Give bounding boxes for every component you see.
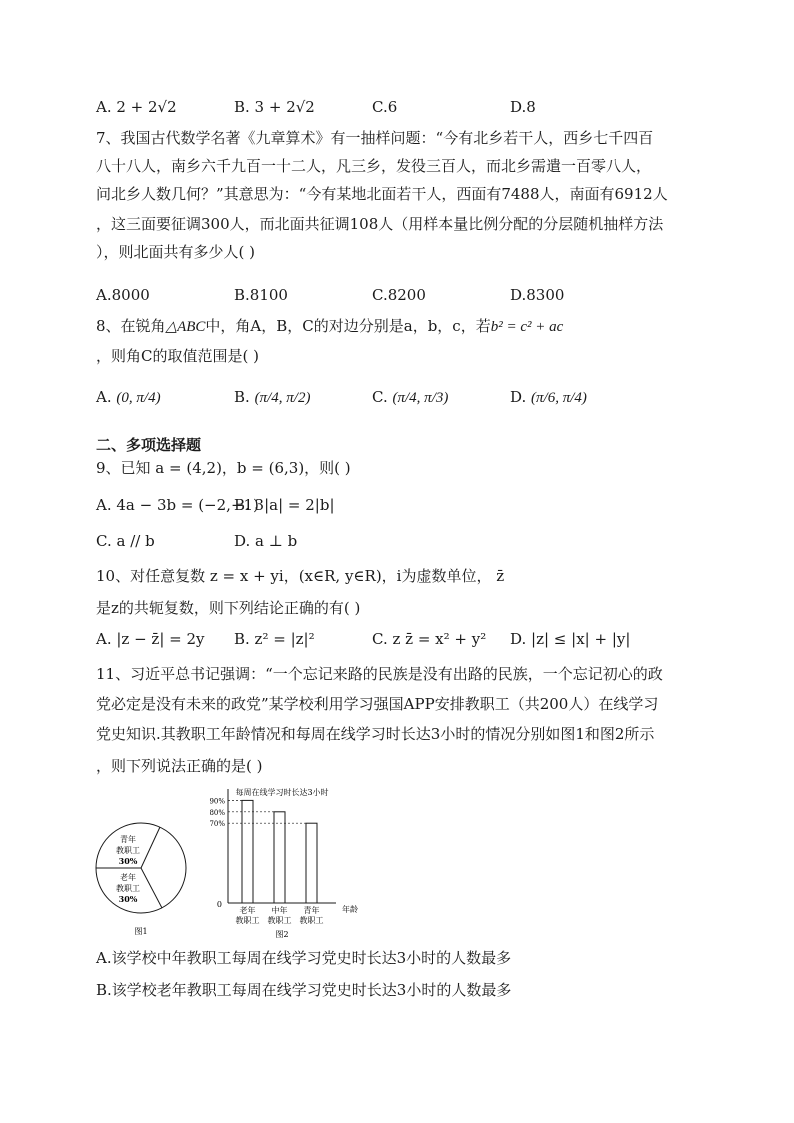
q8-option-d[interactable] xyxy=(510,386,587,409)
figure-1-pie-chart xyxy=(94,810,194,940)
q7-line-4: ，这三面要征调300人，而北面共征调108人（用样本量比例分配的分层随机抽样方法 xyxy=(96,215,664,233)
q8-prefix: 8、在锐角 xyxy=(96,317,166,335)
q8-option-c-label: C. xyxy=(372,388,388,406)
bar xyxy=(306,823,317,903)
q9-option-a[interactable]: A. 4a − 3b = (−2,−1) xyxy=(96,496,259,514)
q8-line-1 xyxy=(96,316,563,337)
q6-option-c[interactable]: C.6 xyxy=(372,98,398,116)
x-category-label: 老年 xyxy=(239,906,256,915)
pie-label-old-1: 老年 xyxy=(120,873,136,882)
q8-option-c[interactable] xyxy=(372,386,448,409)
q10-option-a[interactable]: A. |z − z̄| = 2y xyxy=(96,630,205,648)
q10-option-d[interactable]: D. |z| ≤ |x| + |y| xyxy=(510,630,631,648)
q10-option-b[interactable]: B. z² = |z|² xyxy=(234,630,315,648)
x-category-label: 青年 xyxy=(303,906,320,915)
figure-1-caption: 图1 xyxy=(134,927,148,936)
q7-option-b[interactable]: B.8100 xyxy=(234,286,288,304)
pie-label-old-2: 教职工 xyxy=(116,884,140,893)
x-category-label: 教职工 xyxy=(267,916,292,925)
q11-option-a[interactable]: A.该学校中年教职工每周在线学习党史时长达3小时的人数最多 xyxy=(96,949,512,967)
origin-label: 0 xyxy=(216,900,222,909)
y-tick-label: 70% xyxy=(209,820,225,829)
figure-2-caption: 图2 xyxy=(275,930,289,939)
y-tick-label: 80% xyxy=(209,808,225,817)
pie-label-youth-1: 青年 xyxy=(120,835,136,844)
q11-line-1: 11、习近平总书记强调：“一个忘记来路的民族是没有出路的民族，一个忘记初心的政 xyxy=(96,665,663,683)
q7-line-5: ），则北面共有多少人( ) xyxy=(96,243,255,261)
q9-option-b[interactable]: B. 3|a| = 2|b| xyxy=(234,496,335,514)
y-tick-label: 90% xyxy=(209,797,225,806)
pie-divider-bottom xyxy=(141,868,162,908)
q9-option-d[interactable]: D. a ⊥ b xyxy=(234,532,298,550)
x-category-label: 教职工 xyxy=(235,916,260,925)
q7-line-3: 问北乡人数几何？”其意思为：“今有某地北面若干人，西面有7488人，南面有6912人 xyxy=(96,185,668,203)
x-category-label: 教职工 xyxy=(299,916,324,925)
q8-equation: b² = c² + ac xyxy=(490,319,564,335)
bar-marks xyxy=(209,797,323,925)
q8-line-2: ，则角C的取值范围是( ) xyxy=(96,347,259,365)
q7-option-c[interactable]: C.8200 xyxy=(372,286,426,304)
q6-option-a[interactable]: A. 2 + 2√2 xyxy=(96,98,177,116)
q8-option-b-label: B. xyxy=(234,388,250,406)
q8-option-a-label: A. xyxy=(96,388,112,406)
q11-line-4: ，则下列说法正确的是( ) xyxy=(96,757,263,775)
q7-option-a[interactable]: A.8000 xyxy=(96,286,150,304)
pie-divider-top xyxy=(141,827,160,868)
q10-line-1: 10、对任意复数 z = x + yi，(x∈R, y∈R)，i为虚数单位， z̄ xyxy=(96,567,505,585)
q9-line: 9、已知 a = (4,2)，b = (6,3)，则( ) xyxy=(96,459,351,477)
q6-option-d[interactable]: D.8 xyxy=(510,98,536,116)
q10-line-2: 是z的共轭复数，则下列结论正确的有( ) xyxy=(96,599,361,617)
q8-option-b[interactable] xyxy=(234,386,310,409)
pie-label-youth-2: 教职工 xyxy=(116,846,140,855)
q9-option-c[interactable]: C. a // b xyxy=(96,532,155,550)
q11-option-b[interactable]: B.该学校老年教职工每周在线学习党史时长达3小时的人数最多 xyxy=(96,981,512,999)
q11-line-2: 党必定是没有未来的政党”某学校利用学习强国APP安排教职工（共200人）在线学习 xyxy=(96,695,659,713)
q8-option-a[interactable] xyxy=(96,386,161,409)
q8-option-a-text: (0, π/4) xyxy=(116,390,161,406)
pie-label-youth-pct: 30% xyxy=(118,856,138,866)
bar xyxy=(242,800,253,903)
q7-line-2: 八十八人，南乡六千九百一十二人，凡三乡，发役三百人，而北乡需遣一百零八人， xyxy=(96,157,652,175)
q7-line-1: 7、我国古代数学名著《九章算术》有一抽样问题：“今有北乡若干人，西乡七千四百 xyxy=(96,129,654,147)
q11-line-3: 党史知识.其教职工年龄情况和每周在线学习时长达3小时的情况分别如图1和图2所示 xyxy=(96,725,655,743)
q8-option-c-text: (π/4, π/3) xyxy=(392,390,449,406)
q6-option-b[interactable]: B. 3 + 2√2 xyxy=(234,98,315,116)
q8-option-b-text: (π/4, π/2) xyxy=(254,390,311,406)
pie-label-old-pct: 30% xyxy=(118,894,138,904)
q8-mid: 中，角A，B，C的对边分别是a，b，c，若 xyxy=(205,317,491,335)
q8-option-d-text: (π/6, π/4) xyxy=(531,390,587,406)
q7-option-d[interactable]: D.8300 xyxy=(510,286,565,304)
figure-2-bar-chart xyxy=(200,785,370,940)
section-title-multiple-choice: 二、多项选择题 xyxy=(96,436,202,454)
q8-option-d-label: D. xyxy=(510,388,527,406)
q8-triangle: △ABC xyxy=(165,319,206,335)
q10-option-c[interactable]: C. z z̄ = x² + y² xyxy=(372,630,487,648)
bar-chart-title: 每周在线学习时长达3小时 xyxy=(235,788,329,797)
bar xyxy=(274,812,285,903)
x-axis-label: 年龄 xyxy=(342,905,358,914)
x-category-label: 中年 xyxy=(271,906,288,915)
